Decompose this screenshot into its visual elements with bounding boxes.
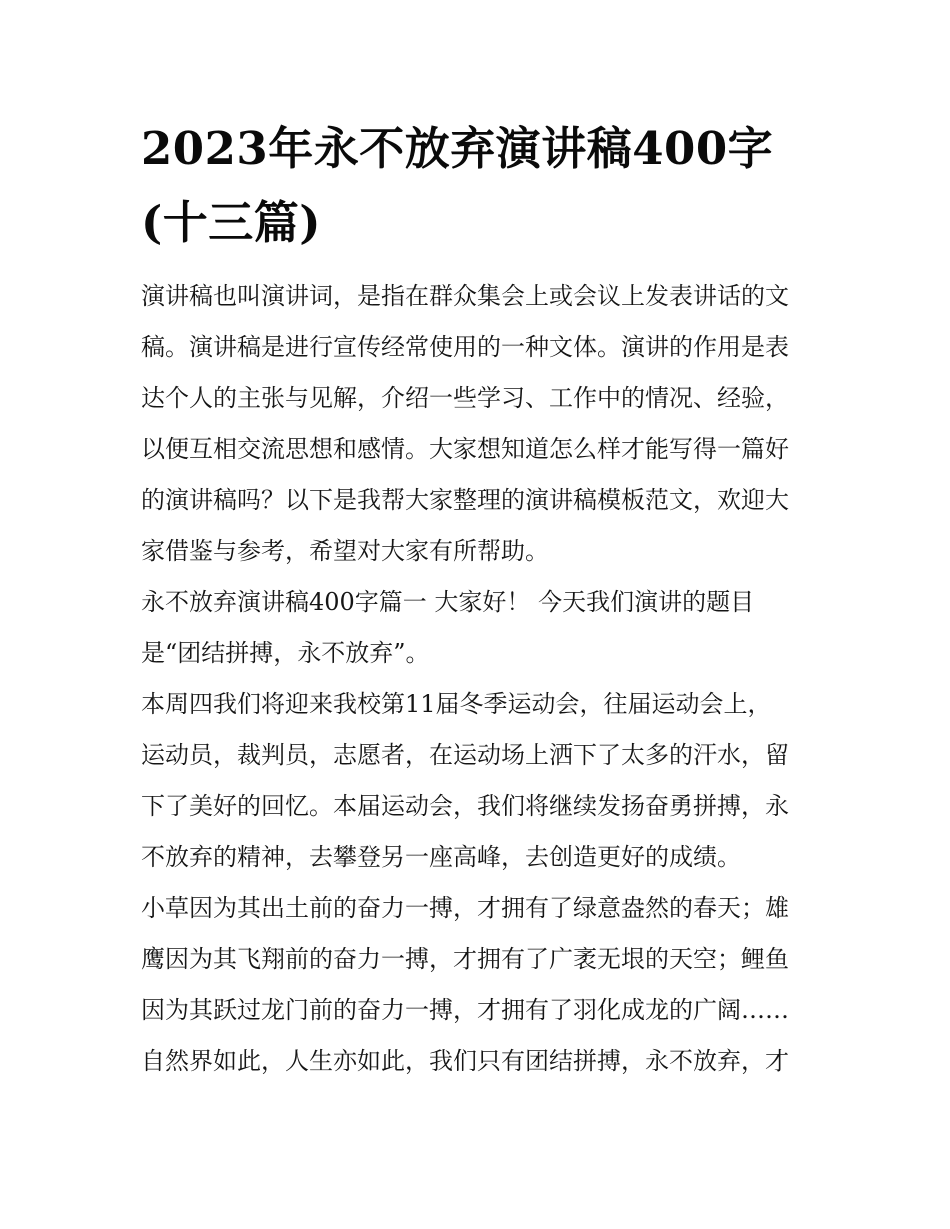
document-title	[141, 112, 813, 260]
text-line: 不放弃的精神，去攀登另一座高峰，去创造更好的成绩。	[141, 843, 741, 871]
text-line: 是“团结拼搏，永不放弃”。	[141, 639, 430, 667]
speech-opening-paragraph	[141, 577, 813, 679]
text-line: 下了美好的回忆。本届运动会，我们将继续发扬奋勇拼搏，永	[141, 792, 789, 820]
text-line: 演讲稿也叫演讲词，是指在群众集会上或会议上发表讲话的文	[141, 282, 789, 310]
text-line: 小草因为其出土前的奋力一搏，才拥有了绿意盎然的春天；雄	[141, 894, 789, 922]
text-line: 自然界如此，人生亦如此，我们只有团结拼搏，永不放弃，才	[141, 1047, 789, 1075]
text-line: 以便互相交流思想和感情。大家想知道怎么样才能写得一篇好	[141, 435, 789, 463]
text-line: 稿。演讲稿是进行宣传经常使用的一种文体。演讲的作用是表	[141, 333, 789, 361]
sports-meet-paragraph	[141, 679, 813, 883]
nature-analogy-paragraph	[141, 883, 813, 1087]
text-line: 因为其跃过龙门前的奋力一搏，才拥有了羽化成龙的广阔……	[141, 996, 789, 1024]
title-line: (十三篇)	[141, 196, 322, 249]
text-line: 本周四我们将迎来我校第11届冬季运动会，往届运动会上，	[141, 690, 772, 718]
intro-paragraph	[141, 271, 813, 577]
title-line: 2023年永不放弃演讲稿400字	[141, 122, 774, 175]
text-line: 家借鉴与参考，希望对大家有所帮助。	[141, 537, 549, 565]
text-line: 达个人的主张与见解，介绍一些学习、工作中的情况、经验，	[141, 384, 789, 412]
document-body	[141, 112, 813, 1087]
text-line: 运动员，裁判员，志愿者，在运动场上洒下了太多的汗水，留	[141, 741, 789, 769]
text-line: 的演讲稿吗？以下是我帮大家整理的演讲稿模板范文，欢迎大	[141, 486, 789, 514]
text-line: 鹰因为其飞翔前的奋力一搏，才拥有了广袤无垠的天空；鲤鱼	[141, 945, 789, 973]
text-line: 永不放弃演讲稿400字篇一 大家好！ 今天我们演讲的题目	[141, 588, 755, 616]
